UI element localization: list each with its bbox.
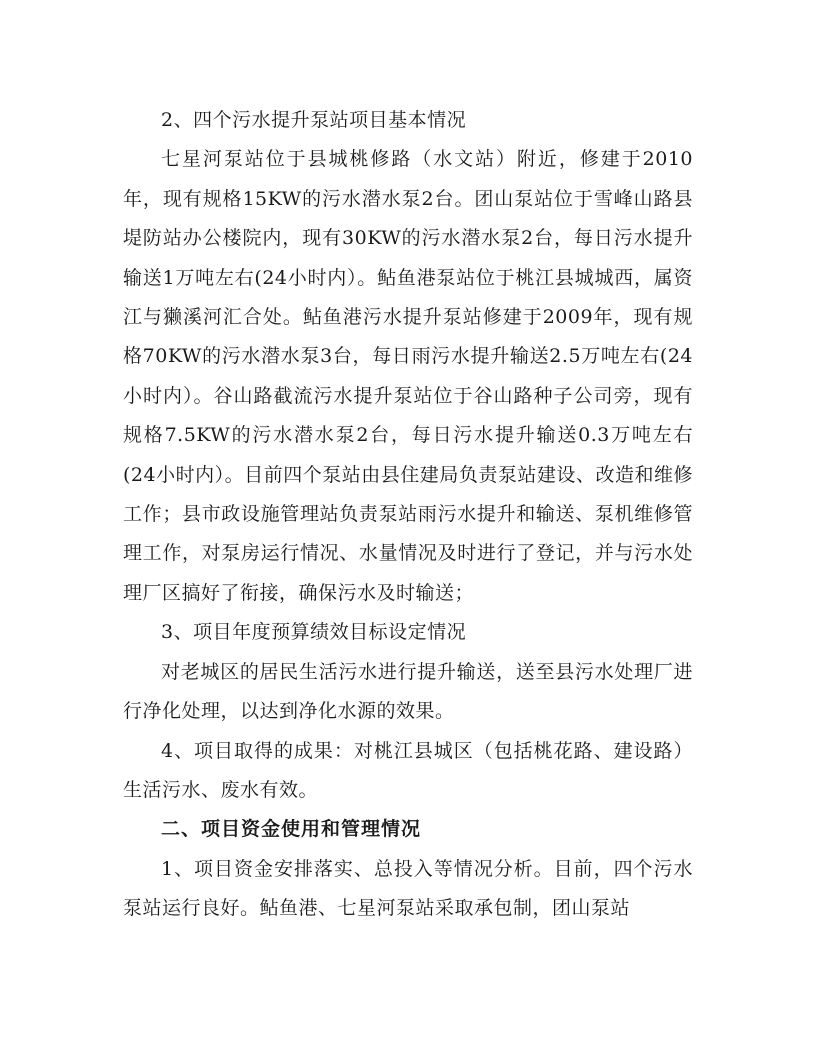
paragraph-pump-station-details: 七星河泵站位于县城桃修路（水文站）附近，修建于2010年，现有规格15KW的污水潜水泵2台。团山泵站位于雪峰山路县堤防站办公楼院内，现有30KW的污水潜水泵2台，每日污水提升输送1万吨左右(24小时内）。鲇鱼港泵站位于桃江县城城西，属资江与獭溪河汇合处。鲇鱼港污水提升泵站修建于2009年，现有规格70KW的污水潜水泵3台，每日雨污水提升输送2.5万吨左右(24小时内）。谷山路截流污水提升泵站位于谷山路种子公司旁，现有规格7.5KW的污水潜水泵2台，每日污水提升输送0.3万吨左右(24小时内）。目前四个泵站由县住建局负责泵站建设、改造和维修工作；县市政设施管理站负责泵站雨污水提升和输送、泵机维修管理工作，对泵房运行情况、水量情况及时进行了登记，并与污水处理厂区搞好了衔接，确保污水及时输送； (123, 148, 693, 604)
chapter-heading-fund-management: 二、项目资金使用和管理情况 (161, 818, 422, 841)
section-heading-pump-stations: 2、四个污水提升泵站项目基本情况 (161, 109, 467, 131)
paragraph-project-results: 4、项目取得的成果：对桃江县城区（包括桃花路、建设路）生活污水、废水有效。 (123, 739, 693, 801)
paragraph-fund-allocation: 1、项目资金安排落实、总投入等情况分析。目前，四个污水泵站运行良好。鲇鱼港、七星河泵站采取承包制，团山泵站 (123, 857, 693, 920)
section-heading-performance-goals: 3、项目年度预算绩效目标设定情况 (161, 621, 467, 644)
paragraph-performance-goals: 对老城区的居民生活污水进行提升输送，送至县污水处理厂进行净化处理，以达到净化水源的效果。 (123, 660, 693, 723)
document-body (123, 101, 693, 929)
